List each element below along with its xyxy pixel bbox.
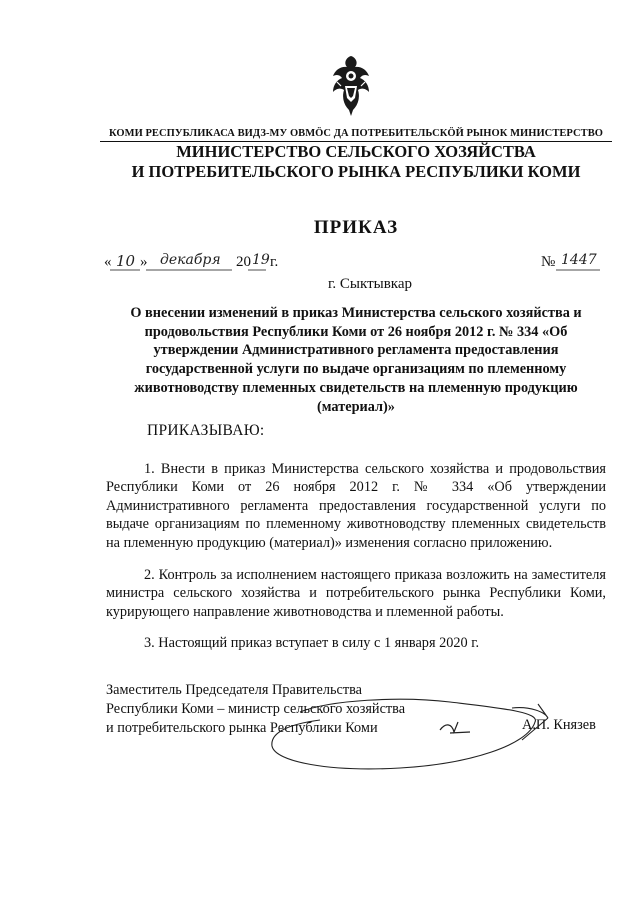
order-item-1: 1. Внести в приказ Министерства сельского хозяйства и продовольствия Республики Коми от 26 ноября 2012 г. № 334 «Об утверждении Административного регламента предоставления государственной услуги по выдаче организациям по племенному животноводству племенных свидетельств на племенную продукцию (материал)» изменения согласно приложению. [106,461,606,551]
document-title: ПРИКАЗ [313,217,399,238]
ministry-name-line2: И ПОТРЕБИТЕЛЬСКОГО РЫНКА РЕСПУБЛИКИ КОМИ [131,162,581,181]
ministry-name-line1: МИНИСТЕРСТВО СЕЛЬСКОГО ХОЗЯЙСТВА [176,142,536,161]
order-item-3: 3. Настоящий приказ вступает в силу с 1 января 2020 г. [144,635,480,651]
date-close-quote: » [140,254,148,270]
komi-language-ministry-name: КОМИ РЕСПУБЛИКАСА ВИДЗ-МУ ОВМÖС ДА ПОТРЕБИТЕЛЬСКÖЙ РЫНОК МИНИСТЕРСТВО [109,128,603,139]
subject-line: продовольствия Республики Коми от 26 ноября 2012 г. № 334 «Об [144,323,568,340]
subject-line: (материал)» [317,398,395,415]
subject-line: животноводству племенных свидетельств на племенную продукцию [134,379,578,396]
date-month: декабря [160,252,221,268]
subject-line: утверждении Административного регламента предоставления [153,342,559,359]
signatory-name: А.П. Князев [522,717,596,733]
order-item-2: 2. Контроль за исполнением настоящего приказа возложить на заместителя министра сельского хозяйства и потребительского рынка Республики Коми, курирующего направление животноводства и племенной работы. [106,567,606,620]
date-year-prefix: 20 [236,254,251,270]
date-year-suffix: 19 [252,252,270,268]
directive-heading: ПРИКАЗЫВАЮ: [147,422,265,439]
subject-line: государственной услуги по выдаче организациям по племенному [145,361,567,378]
date-open-quote: « [104,254,112,270]
subject-line: О внесении изменений в приказ Министерства сельского хозяйства и [130,305,582,321]
order-number: 1447 [561,252,597,268]
signatory-position-line3: и потребительского рынка Республики Коми [106,720,378,736]
order-number-label: № [541,254,556,270]
date-suffix: г. [270,254,279,270]
date-day: 10 [116,252,136,270]
signatory-position-line2: Республики Коми – министр сельского хозяйства [106,701,406,717]
signatory-position-line1: Заместитель Председателя Правительства [106,682,363,698]
city-name: г. Сыктывкар [327,276,413,292]
